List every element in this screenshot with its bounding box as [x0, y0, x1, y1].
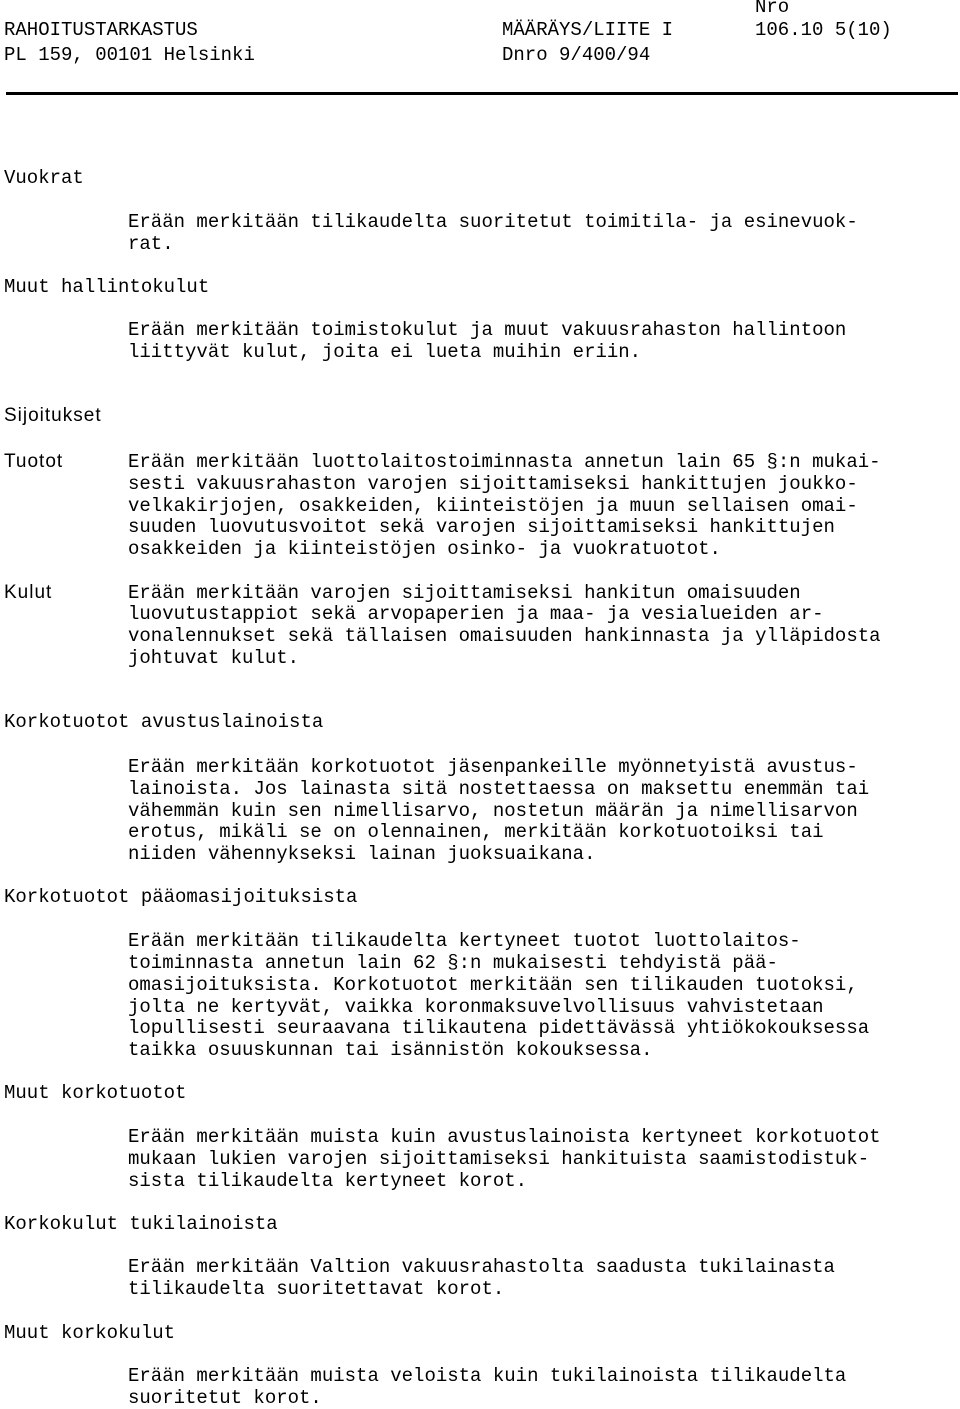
korkotuotot-avustuslainoista-line: erotus, mikäli se on olennainen, merkitään korkotuotoiksi tai [128, 821, 824, 843]
heading-korkotuotot-avustuslainoista: Korkotuotot avustuslainoista [4, 711, 324, 733]
korkotuotot-paaomasijoituksista-line: omasijoituksista. Korkotuotot merkitään sen tilikauden tuotoksi, [128, 974, 858, 996]
heading-korkotuotot-paaomasijoituksista: Korkotuotot pääomasijoituksista [4, 886, 358, 908]
org-name: RAHOITUSTARKASTUS [4, 19, 198, 41]
korkotuotot-avustuslainoista-line: vähemmän kuin sen nimellisarvo, nostetun määrän ja nimellisarvon [128, 800, 858, 822]
muut-korkotuotot-line: mukaan lukien varojen sijoittamiseksi hankituista saamistodistuk- [128, 1148, 870, 1170]
muut-korkokulut-line: suoritetut korot. [128, 1387, 322, 1409]
heading-muut-korkotuotot: Muut korkotuotot [4, 1082, 187, 1104]
muut-korkotuotot-line: sista tilikaudelta kertyneet korot. [128, 1170, 528, 1192]
org-address: PL 159, 00101 Helsinki [4, 44, 255, 66]
label-kulut: Kulut [4, 582, 53, 603]
heading-muut-korkokulut: Muut korkokulut [4, 1322, 176, 1344]
korkotuotot-paaomasijoituksista-line: jolta ne kertyvät, vaikka koronmaksuvelvollisuus vahvistetaan [128, 996, 824, 1018]
header-rule [6, 92, 958, 95]
korkotuotot-avustuslainoista-line: niiden vähennykseksi lainan juoksuaikana. [128, 843, 596, 865]
kulut-line: johtuvat kulut. [128, 647, 300, 669]
kulut-line: vonalennukset sekä tällaisen omaisuuden hankinnasta ja ylläpidosta [128, 625, 881, 647]
korkotuotot-paaomasijoituksista-line: taikka osuuskunnan tai isännistön kokouksessa. [128, 1039, 653, 1061]
tuotot-line: Erään merkitään luottolaitostoiminnasta annetun lain 65 §:n mukai- [128, 451, 881, 473]
heading-vuokrat: Vuokrat [4, 167, 84, 189]
tuotot-line: suuden luovutusvoitot sekä varojen sijoittamiseksi hankittujen [128, 516, 835, 538]
label-tuotot: Tuotot [4, 451, 64, 472]
korkotuotot-paaomasijoituksista-line: toiminnasta annetun lain 62 §:n mukaisesti tehdyistä pää- [128, 952, 778, 974]
kulut-line: Erään merkitään varojen sijoittamiseksi hankitun omaisuuden [128, 582, 801, 604]
heading-sijoitukset: Sijoitukset [4, 405, 102, 426]
korkokulut-tukilainoista-line: tilikaudelta suoritettavat korot. [128, 1278, 505, 1300]
heading-muut-hallintokulut: Muut hallintokulut [4, 276, 210, 298]
tuotot-line: osakkeiden ja kiinteistöjen osinko- ja vuokratuotot. [128, 538, 721, 560]
muut-korkokulut-line: Erään merkitään muista veloista kuin tukilainoista tilikaudelta [128, 1365, 847, 1387]
muut-hallintokulut-line: liittyvät kulut, joita ei lueta muihin eriin. [128, 341, 642, 363]
tuotot-line: velkakirjojen, osakkeiden, kiinteistöjen ja muun sellaisen omai- [128, 495, 858, 517]
kulut-line: luovutustappiot sekä arvopaperien ja maa- ja vesialueiden ar- [128, 603, 824, 625]
korkotuotot-avustuslainoista-line: lainoista. Jos lainasta sitä nostettaessa on maksettu enemmän tai [128, 778, 870, 800]
document-type: MÄÄRÄYS/LIITE I [502, 19, 674, 41]
nro-label: Nro [755, 0, 790, 18]
nro-page: 106.10 5(10) [755, 19, 892, 41]
vuokrat-line: rat. [128, 233, 174, 255]
tuotot-line: sesti vakuusrahaston varojen sijoittamiseksi hankittujen joukko- [128, 473, 858, 495]
korkotuotot-paaomasijoituksista-line: Erään merkitään tilikaudelta kertyneet tuotot luottolaitos- [128, 930, 801, 952]
muut-hallintokulut-line: Erään merkitään toimistokulut ja muut vakuusrahaston hallintoon [128, 319, 847, 341]
korkotuotot-paaomasijoituksista-line: lopullisesti seuraavana tilikautena pidettävässä yhtiökokouksessa [128, 1017, 870, 1039]
heading-korkokulut-tukilainoista: Korkokulut tukilainoista [4, 1213, 278, 1235]
vuokrat-line: Erään merkitään tilikaudelta suoritetut toimitila- ja esinevuok- [128, 211, 858, 233]
document-dnro: Dnro 9/400/94 [502, 44, 651, 66]
korkokulut-tukilainoista-line: Erään merkitään Valtion vakuusrahastolta saadusta tukilainasta [128, 1256, 835, 1278]
muut-korkotuotot-line: Erään merkitään muista kuin avustuslainoista kertyneet korkotuotot [128, 1126, 881, 1148]
korkotuotot-avustuslainoista-line: Erään merkitään korkotuotot jäsenpankeille myönnetyistä avustus- [128, 756, 858, 778]
